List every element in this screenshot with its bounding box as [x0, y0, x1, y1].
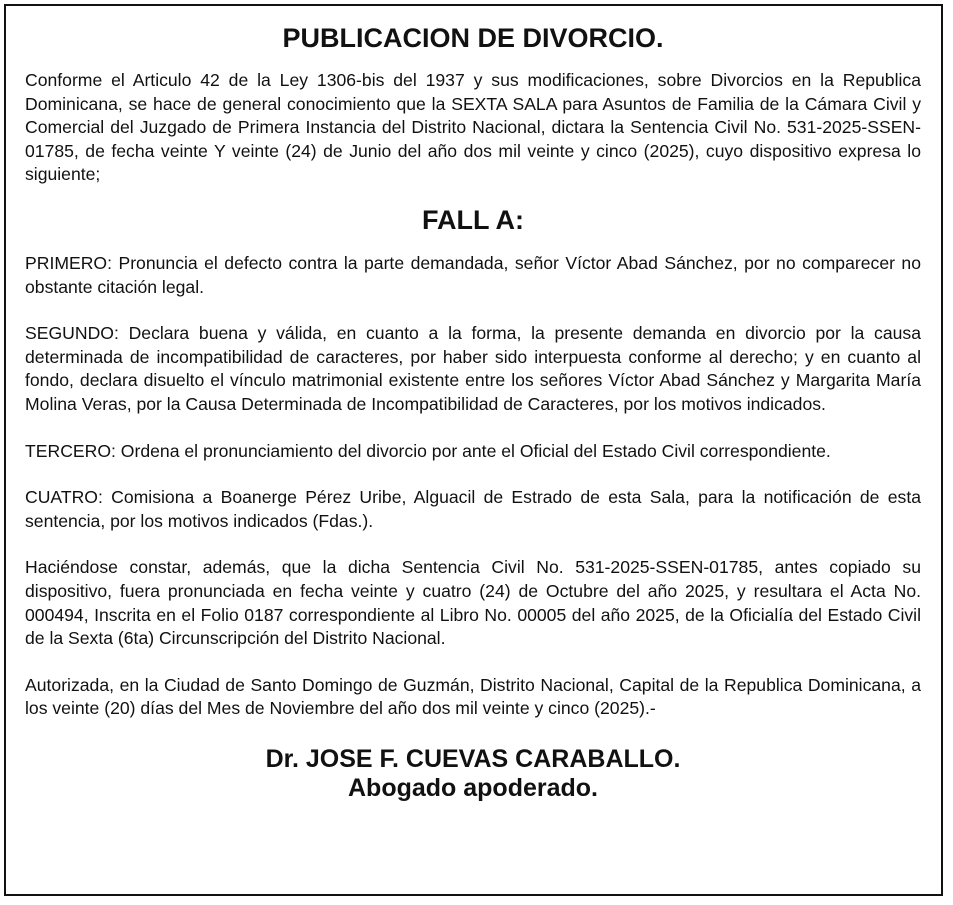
notice-body — [25, 22, 921, 803]
segundo-paragraph: SEGUNDO: Declara buena y válida, en cuanto a la forma, la presente demanda en divorcio por la causa determinada de incompatibilidad de caracteres, por haber sido interpuesta conforme al derecho; y en cuanto al fondo, declara disuelto el vínculo matrimonial existente entre los señores Víctor Abad Sánchez y Margarita María Molina Veras, por la Causa Determinada de Incompatibilidad de Caracteres, por los motivos indicados. — [25, 323, 921, 414]
autorizada-paragraph: Autorizada, en la Ciudad de Santo Domingo de Guzmán, Distrito Nacional, Capital de la Republica Dominicana, a los veinte (20) días del Mes de Noviembre del año dos mil veinte y cinco (2025).- — [25, 674, 921, 719]
intro-paragraph: Conforme el Articulo 42 de la Ley 1306-bis del 1937 y sus modificaciones, sobre Divorcios en la Republica Dominicana, se hace de general conocimiento que la SEXTA SALA para Asuntos de Familia de la Cámara Civil y Comercial del Juzgado de Primera Instancia del Distrito Nacional, dictara la Sentencia Civil No. 531-2025-SSEN-01785, de fecha veinte Y veinte (24) de Junio del año dos mil veinte y cinco (2025), cuyo dispositivo expresa lo siguiente; — [25, 70, 921, 185]
haciendose-paragraph: Haciéndose constar, además, que la dicha Sentencia Civil No. 531-2025-SSEN-01785, antes copiado su dispositivo, fuera pronunciada en fecha veinte y cuatro (24) de Octubre del año 2025, y resultara el Acta No. 000494, Inscrita en el Folio 0187 correspondiente al Libro No. 00005 del año 2025, de la Oficialía del Estado Civil de la Sexta (6ta) Circunscripción del Distrito Nacional. — [25, 557, 921, 649]
cuatro-paragraph: CUATRO: Comisiona a Boanerge Pérez Uribe, Alguacil de Estrado de esta Sala, para la notificación de esta sentencia, por los motivos indicados (Fdas.). — [25, 487, 921, 531]
signature-role: Abogado apoderado. — [348, 773, 598, 802]
signature-block — [25, 745, 921, 803]
tercero-paragraph: TERCERO: Ordena el pronunciamiento del divorcio por ante el Oficial del Estado Civil correspondiente. — [25, 440, 831, 461]
notice-title: PUBLICACION DE DIVORCIO. — [282, 23, 664, 53]
primero-paragraph: PRIMERO: Pronuncia el defecto contra la parte demandada, señor Víctor Abad Sánchez, por no comparecer no obstante citación legal. — [25, 252, 921, 297]
fallo-heading: FALL A: — [422, 204, 524, 235]
signature-name: Dr. JOSE F. CUEVAS CARABALLO. — [265, 744, 681, 773]
